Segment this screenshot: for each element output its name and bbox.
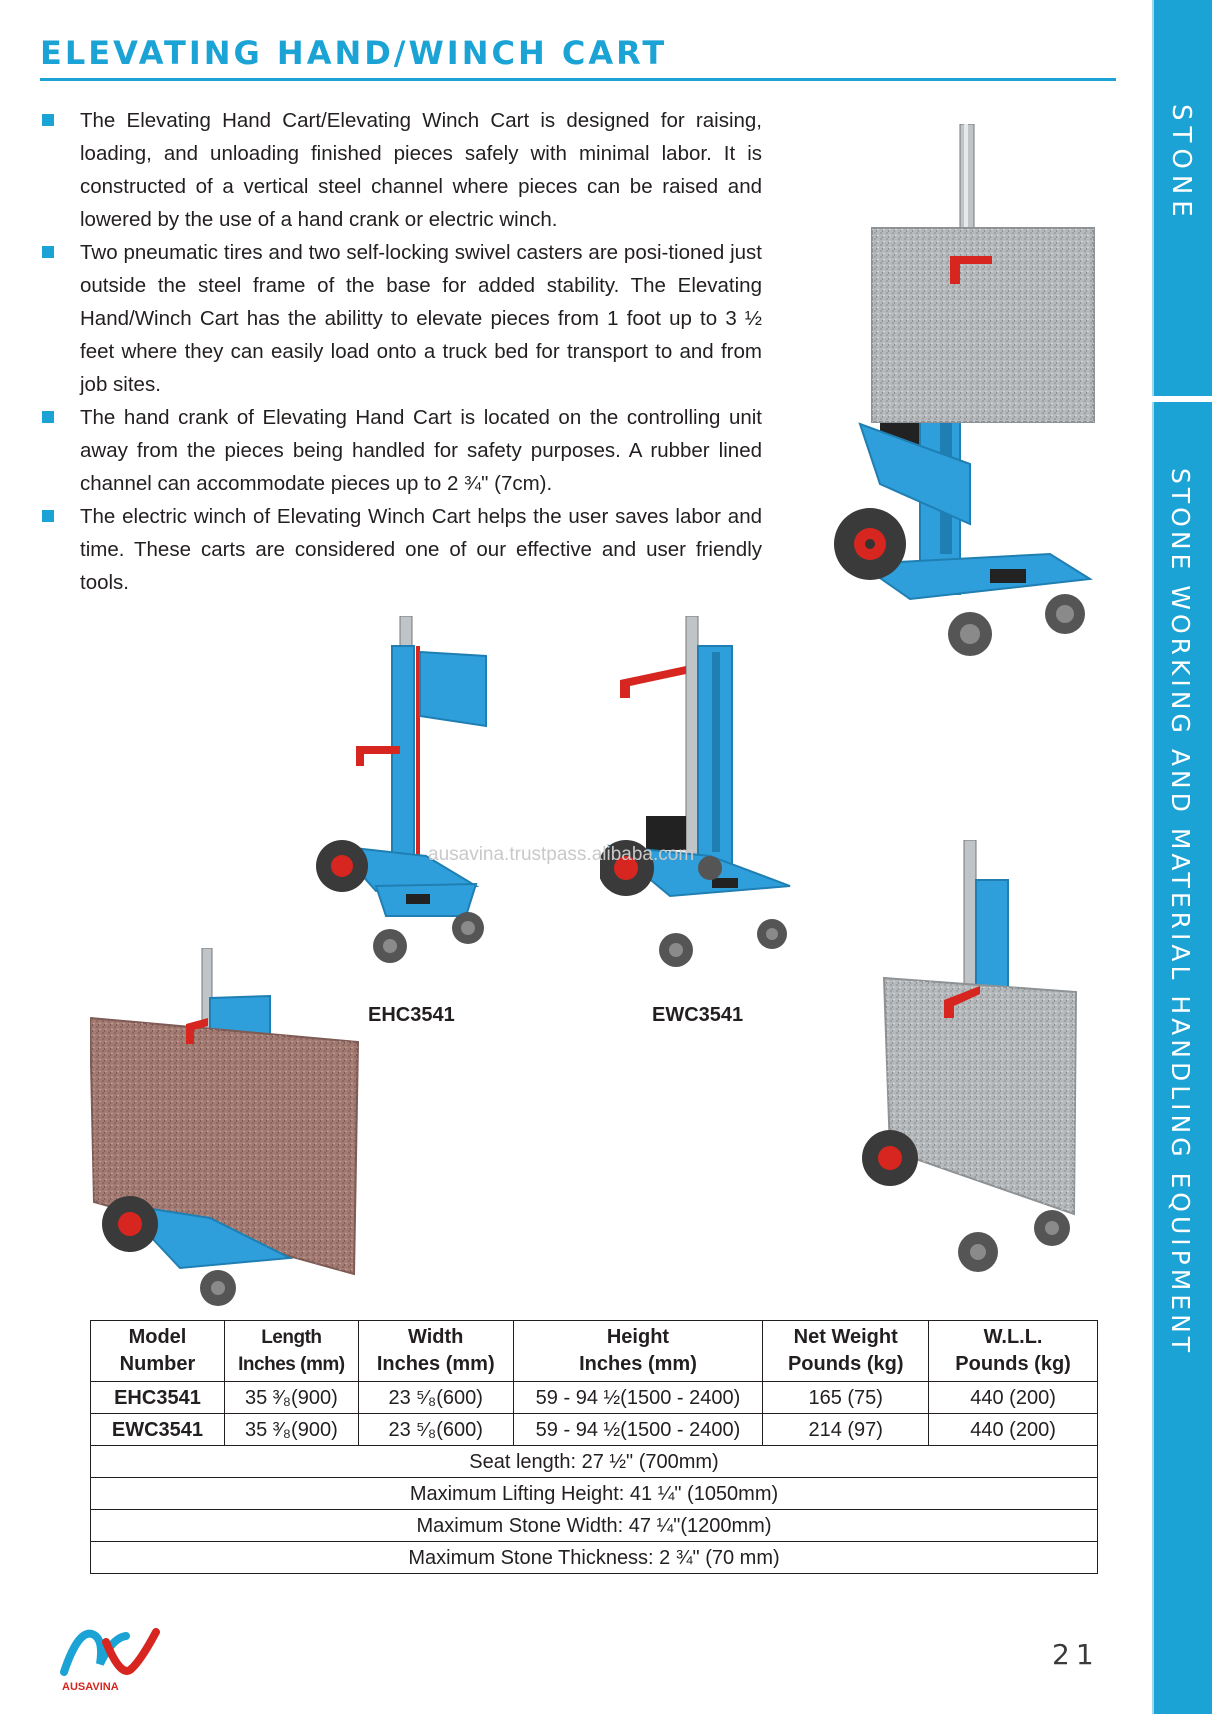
cell-weight: 165 (75) bbox=[763, 1382, 929, 1414]
side-tab-section-label: STONE WORKING AND MATERIAL HANDLING EQUIPMENT bbox=[1166, 468, 1195, 1357]
table-row bbox=[91, 1382, 1098, 1414]
cell-height: 59 - 94 ½(1500 - 2400) bbox=[513, 1414, 763, 1446]
cell-weight: 214 (97) bbox=[763, 1414, 929, 1446]
side-tab-category-label: STONE bbox=[1166, 104, 1196, 223]
cell-model: EWC3541 bbox=[91, 1414, 225, 1446]
model-label-ewc3541: EWC3541 bbox=[652, 1004, 744, 1026]
header-line: Inches (mm) bbox=[376, 1353, 495, 1375]
note-max-stone-width: Maximum Stone Width: 47 ¼"(1200mm) bbox=[91, 1510, 1098, 1542]
header-line: Width bbox=[408, 1326, 464, 1348]
table-row bbox=[91, 1414, 1098, 1446]
spec-table bbox=[90, 1320, 1098, 1574]
bullet-square-icon bbox=[42, 510, 54, 522]
header-line: Length bbox=[261, 1327, 322, 1348]
cell-length: 35 ³⁄₈(900) bbox=[224, 1382, 358, 1414]
header-line: Model bbox=[128, 1326, 187, 1348]
list-item bbox=[42, 500, 762, 599]
header-line: Net Weight bbox=[793, 1326, 898, 1348]
header-line: Inches (mm) bbox=[579, 1353, 697, 1375]
table-note-row bbox=[91, 1478, 1098, 1510]
bullet-square-icon bbox=[42, 114, 54, 126]
photo-cart-ewc3541 bbox=[600, 616, 800, 976]
list-item bbox=[42, 401, 762, 500]
col-header-height bbox=[513, 1321, 763, 1382]
bullet-square-icon bbox=[42, 411, 54, 423]
cell-length: 35 ³⁄₈(900) bbox=[224, 1414, 358, 1446]
feature-list bbox=[42, 104, 762, 599]
bullet-text: The electric winch of Elevating Winch Cart helps the user saves labor and time. These carts are considered one of our effective and user friendly tools. bbox=[80, 505, 762, 594]
col-header-width bbox=[358, 1321, 513, 1382]
header-line: Pounds (kg) bbox=[787, 1353, 904, 1375]
note-max-lifting-height: Maximum Lifting Height: 41 ¼" (1050mm) bbox=[91, 1478, 1098, 1510]
cell-height: 59 - 94 ½(1500 - 2400) bbox=[513, 1382, 763, 1414]
bullet-square-icon bbox=[42, 246, 54, 258]
bullet-text: Two pneumatic tires and two self-locking swivel casters are posi-tioned just outside the steel frame of the base for added stability. The Elevating Hand/Winch Cart has the abilitty to elevate pieces from 1 foot up to 3 ½ feet where they can easily load onto a truck bed for transport to and from job sites. bbox=[80, 241, 762, 396]
cell-model: EHC3541 bbox=[91, 1382, 225, 1414]
title-underline bbox=[40, 78, 1116, 81]
page-number: 21 bbox=[1052, 1638, 1100, 1671]
header-line: Number bbox=[119, 1353, 196, 1375]
header-line: Inches (mm) bbox=[238, 1354, 345, 1375]
watermark-text: ausavina.trustpass.alibaba.com bbox=[428, 844, 695, 865]
col-header-model bbox=[91, 1321, 225, 1382]
header-line: Pounds (kg) bbox=[955, 1353, 1071, 1375]
col-header-weight bbox=[763, 1321, 929, 1382]
note-max-stone-thickness: Maximum Stone Thickness: 2 ¾" (70 mm) bbox=[91, 1542, 1098, 1574]
col-header-wll bbox=[929, 1321, 1098, 1382]
table-note-row bbox=[91, 1446, 1098, 1478]
model-label-ehc3541: EHC3541 bbox=[368, 1004, 455, 1026]
brand-logo bbox=[56, 1624, 166, 1699]
header-line: Height bbox=[606, 1326, 670, 1348]
bullet-text: The hand crank of Elevating Hand Cart is located on the controlling unit away from the pieces being handled for safety purposes. A rubber lined channel can accommodate pieces up to 2 ¾" (7cm). bbox=[80, 406, 762, 495]
list-item bbox=[42, 104, 762, 236]
logo-text: AUSAVINA bbox=[62, 1681, 119, 1693]
bullet-text: The Elevating Hand Cart/Elevating Winch Cart is designed for raising, loading, and unloading finished pieces safely with minimal labor. It is constructed of a vertical steel channel where pieces can be raised and lowered by the use of a hand crank or electric winch. bbox=[80, 109, 762, 231]
page-title: ELEVATING HAND/WINCH CART bbox=[40, 34, 668, 72]
photo-cart-ehc3541 bbox=[316, 616, 496, 976]
ausavina-logo-icon bbox=[56, 1624, 166, 1694]
cell-wll: 440 (200) bbox=[929, 1382, 1098, 1414]
table-note-row bbox=[91, 1542, 1098, 1574]
list-item bbox=[42, 236, 762, 401]
col-header-length bbox=[224, 1321, 358, 1382]
header-line: W.L.L. bbox=[983, 1326, 1043, 1348]
cell-width: 23 ⁵⁄₈(600) bbox=[358, 1414, 513, 1446]
note-seat-length: Seat length: 27 ½" (700mm) bbox=[91, 1446, 1098, 1478]
photo-cart-gray-slab-top bbox=[820, 124, 1110, 674]
table-header-row bbox=[91, 1321, 1098, 1382]
cell-wll: 440 (200) bbox=[929, 1414, 1098, 1446]
photo-cart-gray-slab-bottom bbox=[860, 840, 1100, 1290]
table-note-row bbox=[91, 1510, 1098, 1542]
cell-width: 23 ⁵⁄₈(600) bbox=[358, 1382, 513, 1414]
photo-cart-red-slab bbox=[90, 948, 370, 1314]
